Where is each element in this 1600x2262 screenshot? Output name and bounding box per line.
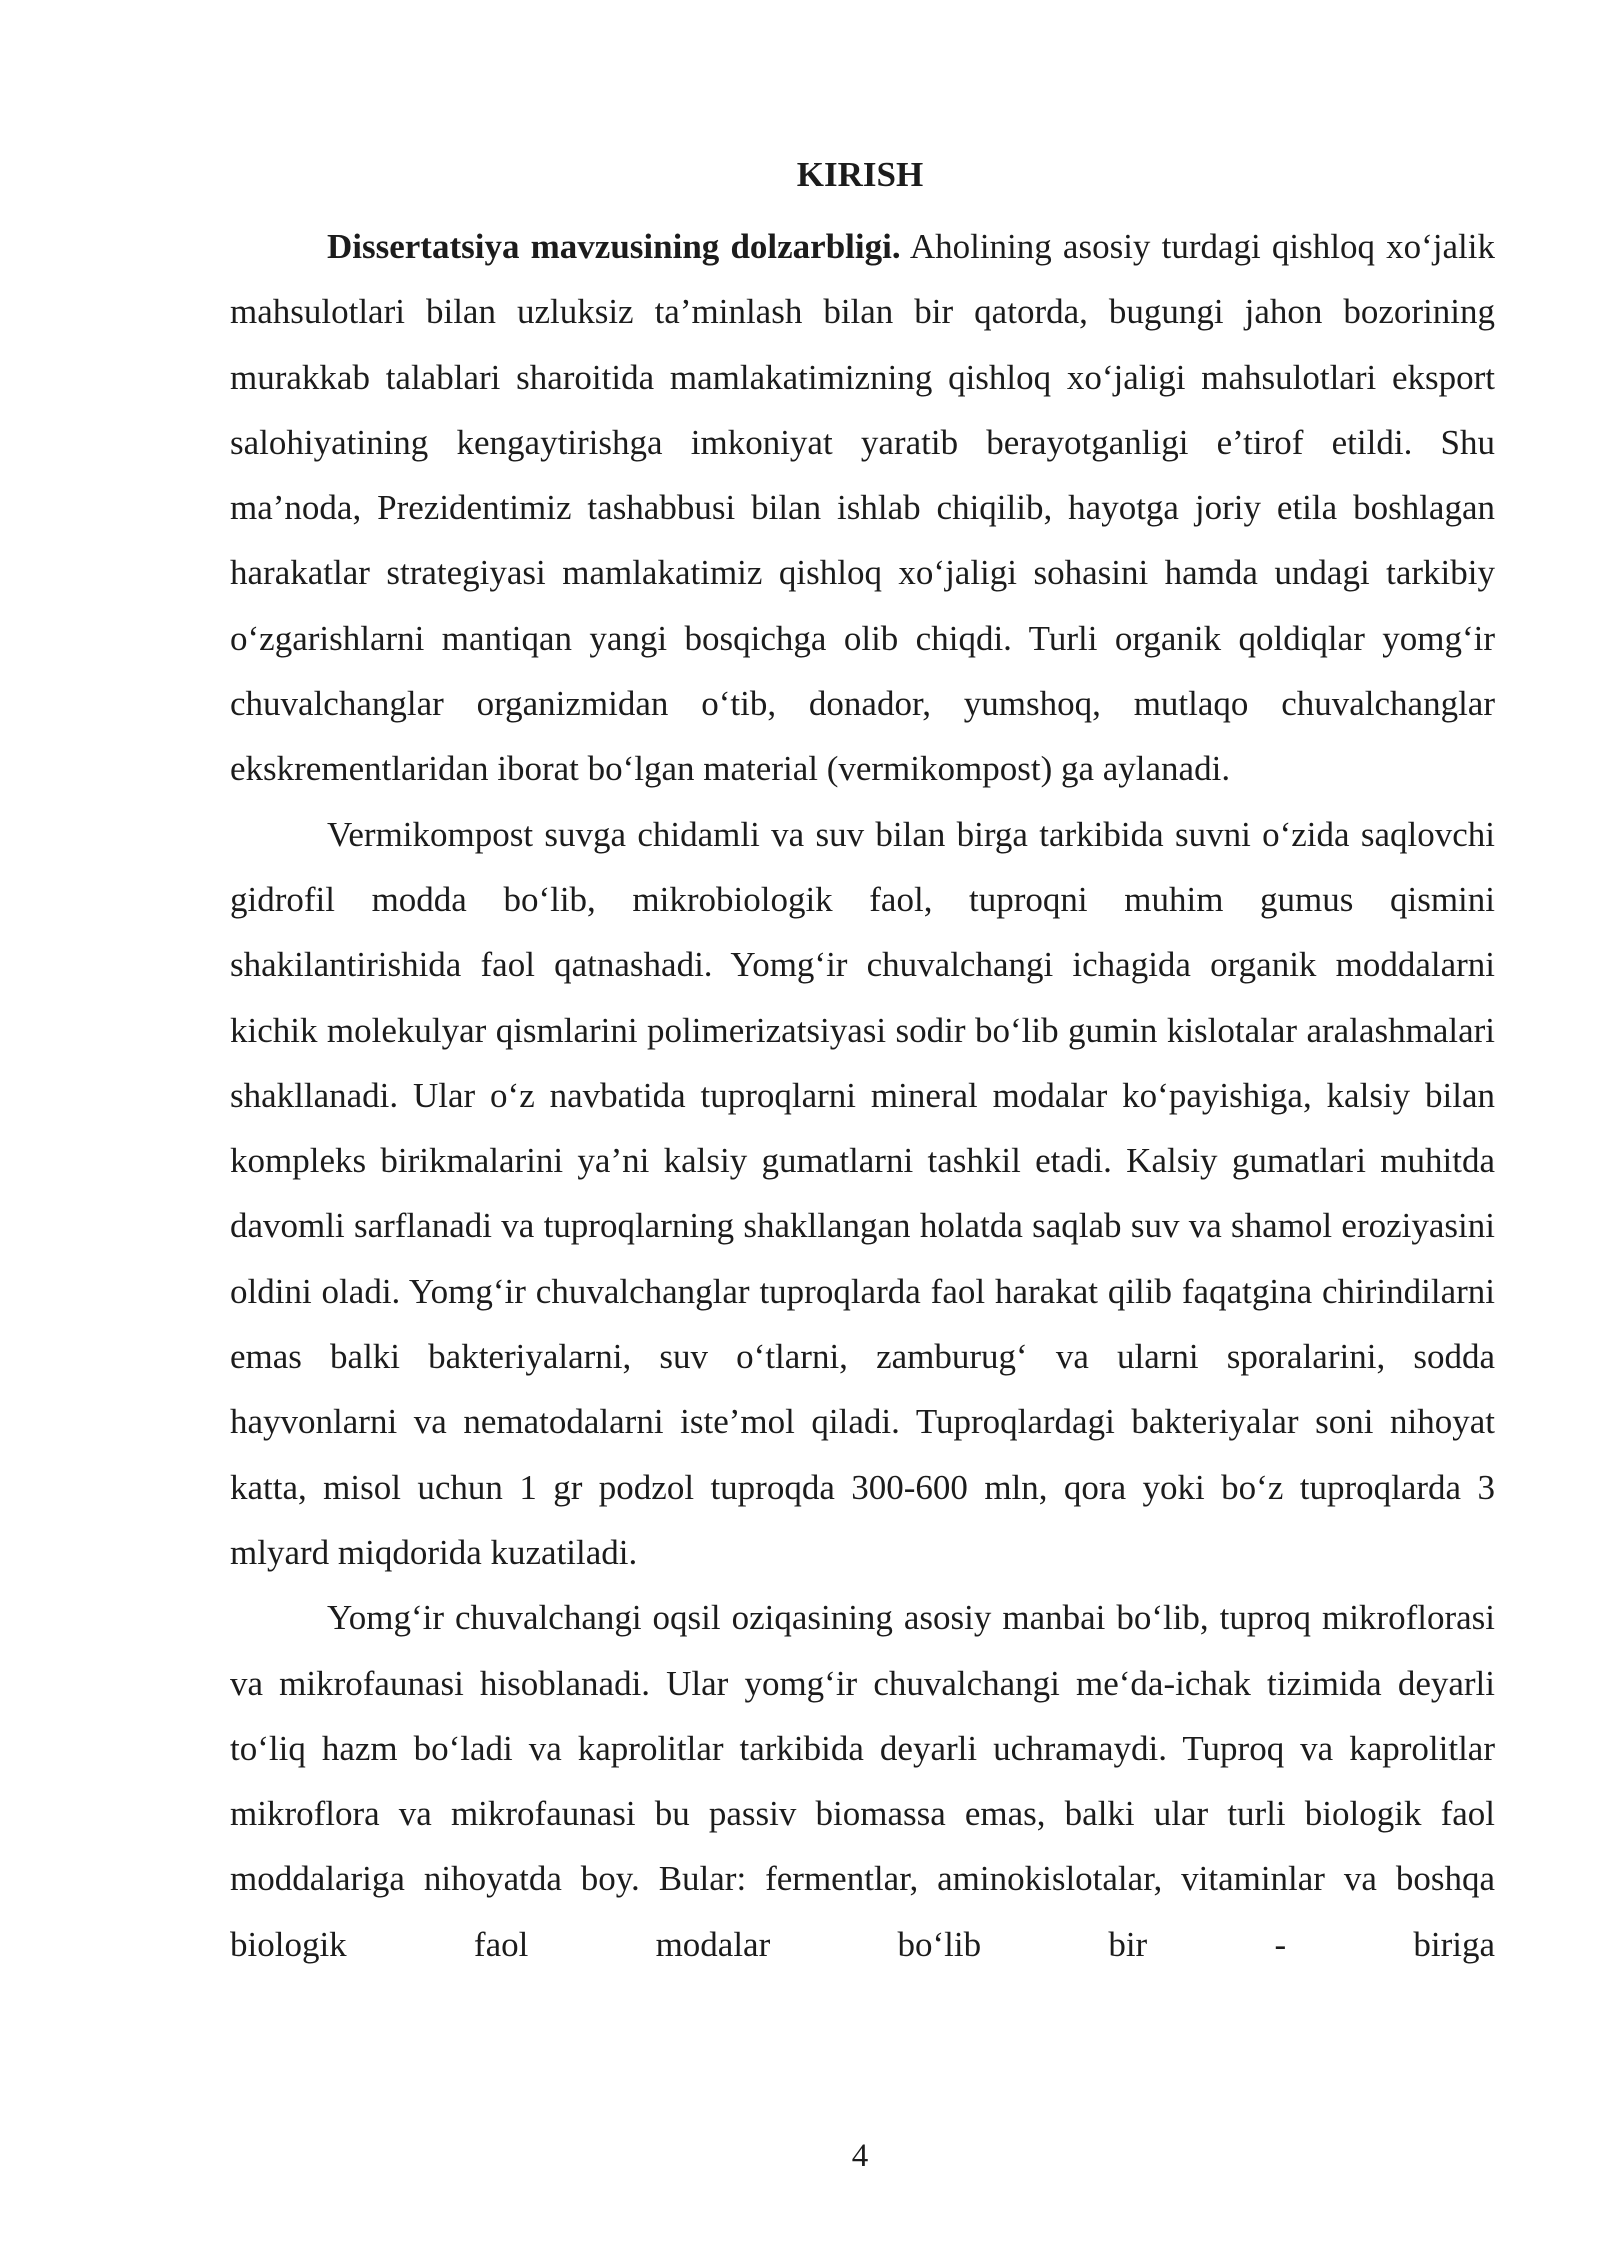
paragraph-text: Aholining asosiy turdagi qishloq xo‘jalik mahsulotlari bilan uzluksiz ta’minlash bilan bir qatorda, bugungi jahon bozorining murakkab talablari sharoitida mamlakatimizning qishloq xo‘jaligi mahsulotlari eksport salohiyatining kengaytirishga imkoniyat yaratib berayotganligi e’tirof etildi. Shu ma’noda, Prezidentimiz tashabbusi bilan ishlab chiqilib, hayotga joriy etila boshlagan harakatlar strategiyasi mamlakatimiz qishloq xo‘jaligi sohasini hamda undagi tarkibiy o‘zgarishlarni mantiqan yangi bosqichga olib chiqdi. Turli organik qoldiqlar yomg‘ir chuvalchanglar organizmidan o‘tib, donador, yumshoq, mutlaqo chuvalchanglar ekskrementlaridan iborat bo‘lgan material (vermikompost) ga aylanadi.	[230, 227, 1495, 789]
paragraph-earthworm-nutrition: Yomg‘ir chuvalchangi oqsil oziqasining asosiy manbai bo‘lib, tuproq mikroflorasi va mikrofaunasi hisoblanadi. Ular yomg‘ir chuvalchangi me‘da-ichak tizimida deyarli to‘liq hazm bo‘ladi va kaprolitlar tarkibida deyarli uchramaydi. Tuproq va kaprolitlar mikroflora va mikrofaunasi bu passiv biomassa emas, balki ular turli biologik faol moddalariga nihoyatda boy. Bular: fermentlar, aminokislotalar, vitaminlar va boshqa biologik faol modalar bo‘lib bir - biriga	[230, 1598, 1495, 1964]
paragraph-lead-heading: Dissertatsiya mavzusining dolzarbligi.	[327, 227, 901, 266]
paragraph-vermicompost: Vermikompost suvga chidamli va suv bilan birga tarkibida suvni o‘zida saqlovchi gidrofil modda bo‘lib, mikrobiologik faol, tuproqni muhim gumus qismini shakilantirishida faol qatnashadi. Yomg‘ir chuvalchangi ichagida organik moddalarni kichik molekulyar qismlarini polimerizatsiyasi sodir bo‘lib gumin kislotalar aralashmalari shakllanadi. Ular o‘z navbatida tuproqlarni mineral modalar ko‘payishiga, kalsiy bilan kompleks birikmalarini ya’ni kalsiy gumatlarni tashkil etadi. Kalsiy gumatlari muhitda davomli sarflanadi va tuproqlarning shakllangan holatda saqlab suv va shamol eroziyasini oldini oladi. Yomg‘ir chuvalchanglar tuproqlarda faol harakat qilib faqatgina chirindilarni emas balki bakteriyalarni, suv o‘tlarni, zamburug‘ va ularni sporalarini, sodda hayvonlarni va nematodalarni iste’mol qiladi. Tuproqlardagi bakteriyalar soni nihoyat katta, misol uchun 1 gr podzol tuproqda 300-600 mln, qora yoki bo‘z tuproqlarda 3 mlyard miqdorida kuzatiladi.	[230, 814, 1495, 1572]
section-title: KIRISH	[796, 155, 924, 194]
body-text	[230, 214, 1495, 1977]
paragraph-relevance	[230, 214, 1495, 802]
page-number: 4	[851, 2138, 869, 2174]
